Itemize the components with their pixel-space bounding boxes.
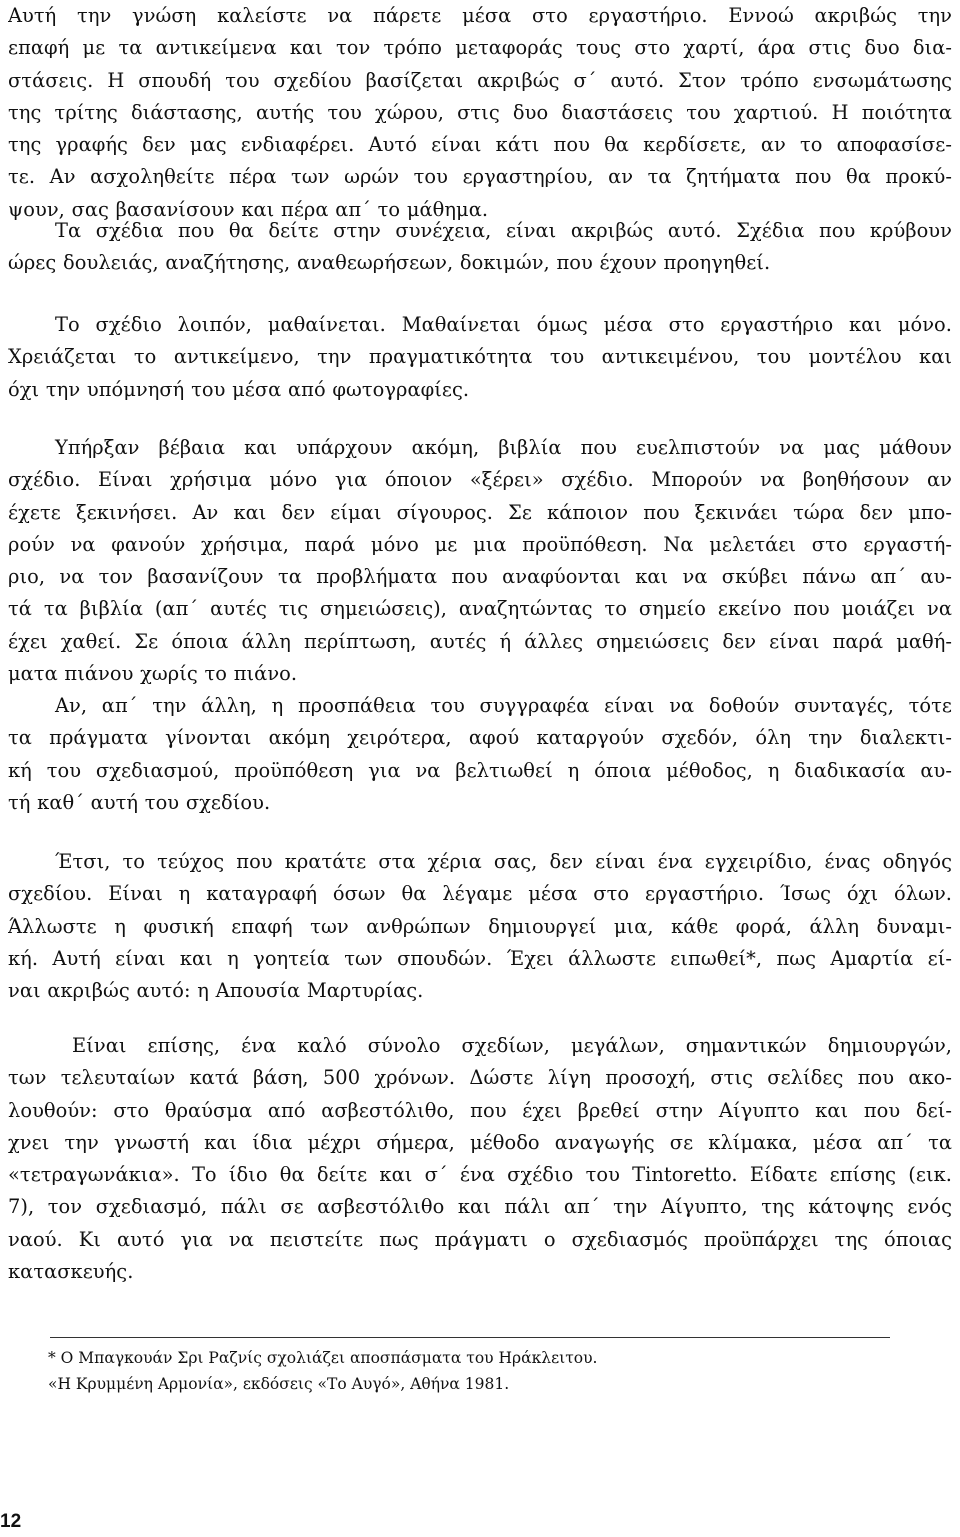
paragraph-1	[8, 0, 952, 226]
paragraph-3	[8, 309, 952, 406]
text-line: Αν, απ΄ την άλλη, η προσπάθεια του συγγραφέα είναι να δοθούν συνταγές, τότε	[55, 694, 952, 717]
paragraph-2	[8, 215, 952, 280]
text-line: τά τα βιβλία (απ΄ αυτές τις σημειώσεις), αναζητώντας το σημείο εκείνο που μοιάζει να	[8, 597, 952, 621]
text-line: κατασκευής.	[8, 1260, 134, 1284]
text-line: σχέδιο. Είναι χρήσιμα μόνο για όποιον «ξέρει» σχέδιο. Μπορούν να βοηθήσουν αν	[8, 468, 952, 492]
text-line: έχει χαθεί. Σε όποια άλλη περίπτωση, αυτές ή άλλες σημειώσεις δεν είναι παρά μαθή-	[8, 629, 952, 653]
text-line: ψουν, σας βασανίσουν και πέρα απ΄ το μάθημα.	[8, 197, 489, 221]
text-line: Τα σχέδια που θα δείτε στην συνέχεια, είναι ακριβώς αυτό. Σχέδια που κρύβουν	[55, 219, 952, 242]
text-line: ριο, να τον βασανίζουν τα προβλήματα που αναφύονται και να σκύβει πάνω απ΄ αυ-	[8, 565, 952, 589]
text-line: των τελευταίων κατά βάση, 500 χρόνων. Δώστε λίγη προσοχή, στις σελίδες που ακο-	[8, 1066, 952, 1090]
page-number: 12	[0, 1511, 22, 1532]
text-line: τή καθ΄ αυτή του σχεδίου.	[8, 790, 271, 814]
footnote-line: «Η Κρυμμένη Αρμονία», εκδόσεις «Το Αυγό», Αθήνα 1981.	[48, 1375, 510, 1393]
text-line: «τετραγωνάκια». Το ίδιο θα δείτε και σ΄ ένα σχέδιο του Tintoretto. Είδατε επίσης (εικ.	[8, 1163, 952, 1187]
paragraph-7	[8, 1030, 952, 1288]
text-line: Αυτή την γνώση καλείστε να πάρετε μέσα στο εργαστήριο. Εννοώ ακριβώς την	[8, 4, 952, 27]
text-line: 7), τον σχεδιασμό, πάλι σε ασβεστόλιθο και πάλι απ΄ την Αίγυπτο, της κάτοψης ενός	[8, 1195, 952, 1219]
paragraph-5	[8, 690, 952, 819]
footnote-line: * Ο Μπαγκουάν Σρι Ραζνίς σχολιάζει αποσπάσματα του Ηράκλειτου.	[48, 1349, 598, 1367]
text-line: Υπήρξαν βέβαια και υπάρχουν ακόμη, βιβλία που ευελπιστούν να μας μάθουν	[55, 436, 952, 459]
footnotes	[48, 1345, 908, 1397]
paragraph-4	[8, 432, 952, 690]
text-line: λουθούν: στο θραύσμα από ασβεστόλιθο, που έχει βρεθεί στην Αίγυπτο και που δεί-	[8, 1098, 952, 1122]
paragraph-6	[8, 846, 952, 1007]
text-line: κή. Αυτή είναι και η γοητεία των σπουδών. Έχει άλλωστε ειπωθεί*, πως Αμαρτία εί-	[8, 946, 952, 970]
text-line: επαφή με τα αντικείμενα και τον τρόπο μεταφοράς τους στο χαρτί, άρα στις δυο δια-	[8, 36, 952, 60]
text-line: ώρες δουλειάς, αναζήτησης, αναθεωρήσεων, δοκιμών, που έχουν προηγηθεί.	[8, 251, 771, 275]
text-line: τε. Αν ασχοληθείτε πέρα των ωρών του εργαστηρίου, αν τα ζητήματα που θα προκύ-	[8, 165, 952, 189]
text-line: ρούν να φανούν χρήσιμα, παρά μόνο με μια προϋπόθεση. Να μελετάει στο εργαστή-	[8, 532, 952, 556]
text-line: της τρίτης διάστασης, αυτής του χώρου, στις δυο διαστάσεις του χαρτιού. Η ποιότητα	[8, 100, 952, 124]
text-line: σχεδίου. Είναι η καταγραφή όσων θα λέγαμε μέσα στο εργαστήριο. Ίσως όχι όλων.	[8, 882, 952, 906]
text-line: ναι ακριβώς αυτό: η Απουσία Μαρτυρίας.	[8, 979, 424, 1003]
document-page	[8, 0, 952, 1537]
text-line: της γραφής δεν μας ενδιαφέρει. Αυτό είναι κάτι που θα κερδίσετε, αν το αποφασίσε-	[8, 133, 952, 157]
text-line: Το σχέδιο λοιπόν, μαθαίνεται. Μαθαίνεται όμως μέσα στο εργαστήριο και μόνο.	[55, 313, 952, 336]
footnote-divider	[50, 1337, 890, 1338]
text-line: Είναι επίσης, ένα καλό σύνολο σχεδίων, μεγάλων, σημαντικών δημιουργών,	[72, 1034, 952, 1057]
text-line: κή του σχεδιασμού, προϋπόθεση για να βελτιωθεί η όποια μέθοδος, η διαδικασία αυ-	[8, 758, 952, 782]
text-line: ματα πιάνου χωρίς το πιάνο.	[8, 662, 298, 686]
text-line: Χρειάζεται το αντικείμενο, την πραγματικότητα του αντικειμένου, του μοντέλου και	[8, 345, 952, 369]
text-line: ναού. Κι αυτό για να πειστείτε πως πράγματι ο σχεδιασμός προϋπάρχει της όποιας	[8, 1227, 952, 1251]
text-line: τα πράγματα γίνονται ακόμη χειρότερα, αφού καταργούν σχεδόν, όλη την διαλεκτι-	[8, 726, 952, 750]
text-line: όχι την υπόμνησή του μέσα από φωτογραφίες.	[8, 377, 470, 401]
text-line: Άλλωστε η φυσική επαφή των ανθρώπων δημιουργεί μια, κάθε φορά, άλλη δυναμι-	[8, 914, 952, 938]
text-line: Έτσι, το τεύχος που κρατάτε στα χέρια σας, δεν είναι ένα εγχειρίδιο, ένας οδηγός	[55, 850, 952, 873]
text-line: έχετε ξεκινήσει. Αν και δεν είμαι σίγουρος. Σε κάποιον που ξεκινάει τώρα δεν μπο-	[8, 500, 952, 524]
text-line: στάσεις. Η σπουδή του σχεδίου βασίζεται ακριβώς σ΄ αυτό. Στον τρόπο ενσωμάτωσης	[8, 68, 952, 92]
text-line: χνει την γνωστή και ίδια μέχρι σήμερα, μέθοδο αναγωγής σε κλίμακα, μέσα απ΄ τα	[8, 1130, 952, 1154]
